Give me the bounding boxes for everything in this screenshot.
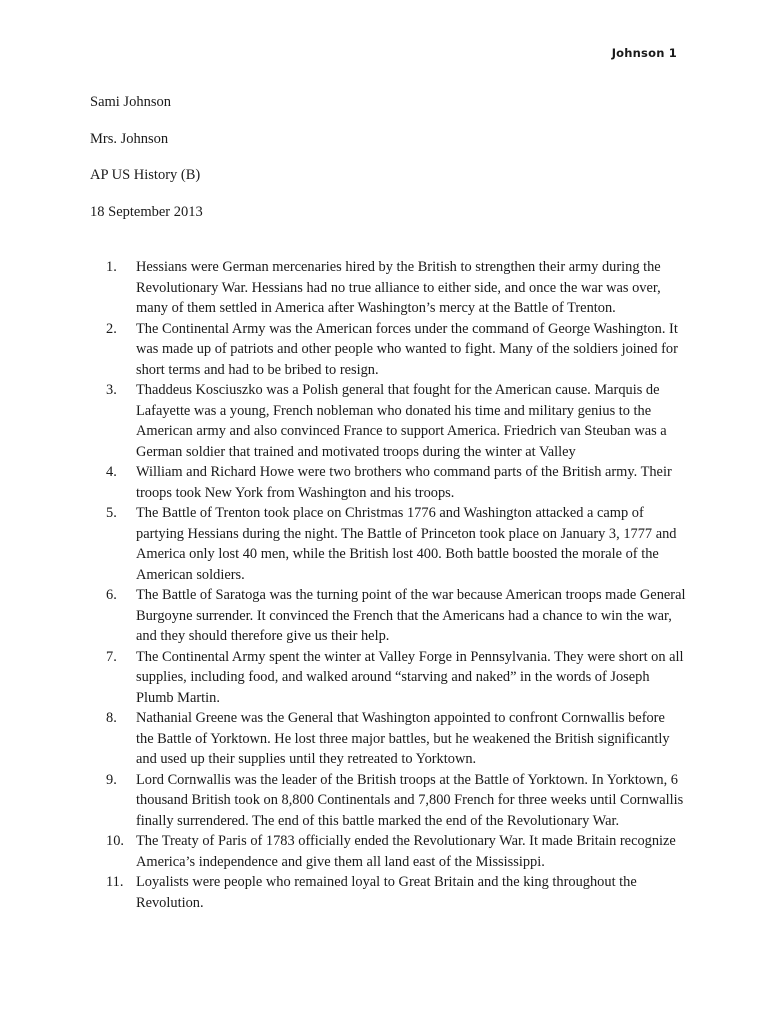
item-number: 10. (106, 833, 124, 849)
item-text: Lord Cornwallis was the leader of the British troops at the Battle of Yorktown. In Yorktown, 6 thousand British took on 8,800 Continentals and 7,800 French for three weeks until Cornwallis finally surrendered. The end of this battle marked the end of the Revolutionary War. (136, 771, 684, 829)
item-text: The Continental Army was the American forces under the command of George Washington. It was made up of patriots and other people who wanted to fight. Many of the soldiers joined for short terms and had to be bribed to resign. (136, 320, 678, 378)
assignment-date: 18 September 2013 (90, 203, 203, 220)
item-text: William and Richard Howe were two brothers who command parts of the British army. Their troops took New York from Washington and his troops. (136, 464, 672, 501)
list-item (106, 770, 686, 832)
item-number: 3. (106, 382, 117, 398)
item-number: 5. (106, 505, 117, 521)
list-item (106, 708, 686, 770)
item-text: The Battle of Trenton took place on Christmas 1776 and Washington attacked a camp of partying Hessians during the night. The Battle of Princeton took place on January 3, 1777 and America only lost 40 men, while the British lost 400. Both battle boosted the morale of the American soldiers. (136, 505, 677, 583)
mla-heading (90, 94, 203, 240)
course-name: AP US History (B) (90, 167, 201, 183)
list-item (106, 319, 686, 381)
list-item (106, 872, 686, 913)
student-name: Sami Johnson (90, 94, 171, 110)
item-number: 4. (106, 464, 117, 480)
item-text: Hessians were German mercenaries hired by the British to strengthen their army during the Revolutionary War. Hessians had no true alliance to either side, and once the war was over, many of them settled in America after Washington’s mercy at the Battle of Trenton. (136, 259, 661, 316)
page-header: Johnson 1 (611, 46, 677, 60)
item-number: 9. (106, 771, 117, 788)
item-text: The Treaty of Paris of 1783 officially ended the Revolutionary War. It made Britain recognize America’s independence and give them all land east of the Mississippi. (136, 833, 676, 870)
answer-list (106, 257, 686, 913)
list-item (106, 585, 686, 647)
item-number: 6. (106, 587, 117, 603)
list-item (106, 831, 686, 872)
item-number: 7. (106, 648, 117, 665)
item-text: The Battle of Saratoga was the turning point of the war because American troops made General Burgoyne surrender. It convinced the French that the Americans had a chance to win the war, and they should therefore give us their help. (136, 587, 686, 644)
item-number: 1. (106, 259, 117, 275)
list-item (106, 380, 686, 462)
list-item (106, 257, 686, 319)
list-item (106, 647, 686, 709)
list-item (106, 462, 686, 503)
item-number: 2. (106, 320, 117, 337)
teacher-name: Mrs. Johnson (90, 130, 169, 147)
item-number: 11. (106, 874, 124, 890)
item-number: 8. (106, 710, 117, 726)
item-text: The Continental Army spent the winter at Valley Forge in Pennsylvania. They were short on all supplies, including food, and walked around “starving and naked” in the words of Joseph Plumb Martin. (136, 648, 684, 706)
item-text: Nathanial Greene was the General that Washington appointed to confront Cornwallis before the Battle of Yorktown. He lost three major battles, but he weakened the British significantly and used up their supplies until they retreated to Yorktown. (136, 710, 670, 767)
item-text: Thaddeus Kosciuszko was a Polish general that fought for the American cause. Marquis de Lafayette was a young, French nobleman who donated his time and military genius to the American army and also convinced France to support America. Friedrich van Steuban was a German soldier that trained and motivated troops during the winter at Valley (136, 382, 667, 460)
list-item (106, 503, 686, 585)
item-text: Loyalists were people who remained loyal to Great Britain and the king throughout the Revolution. (136, 874, 637, 911)
